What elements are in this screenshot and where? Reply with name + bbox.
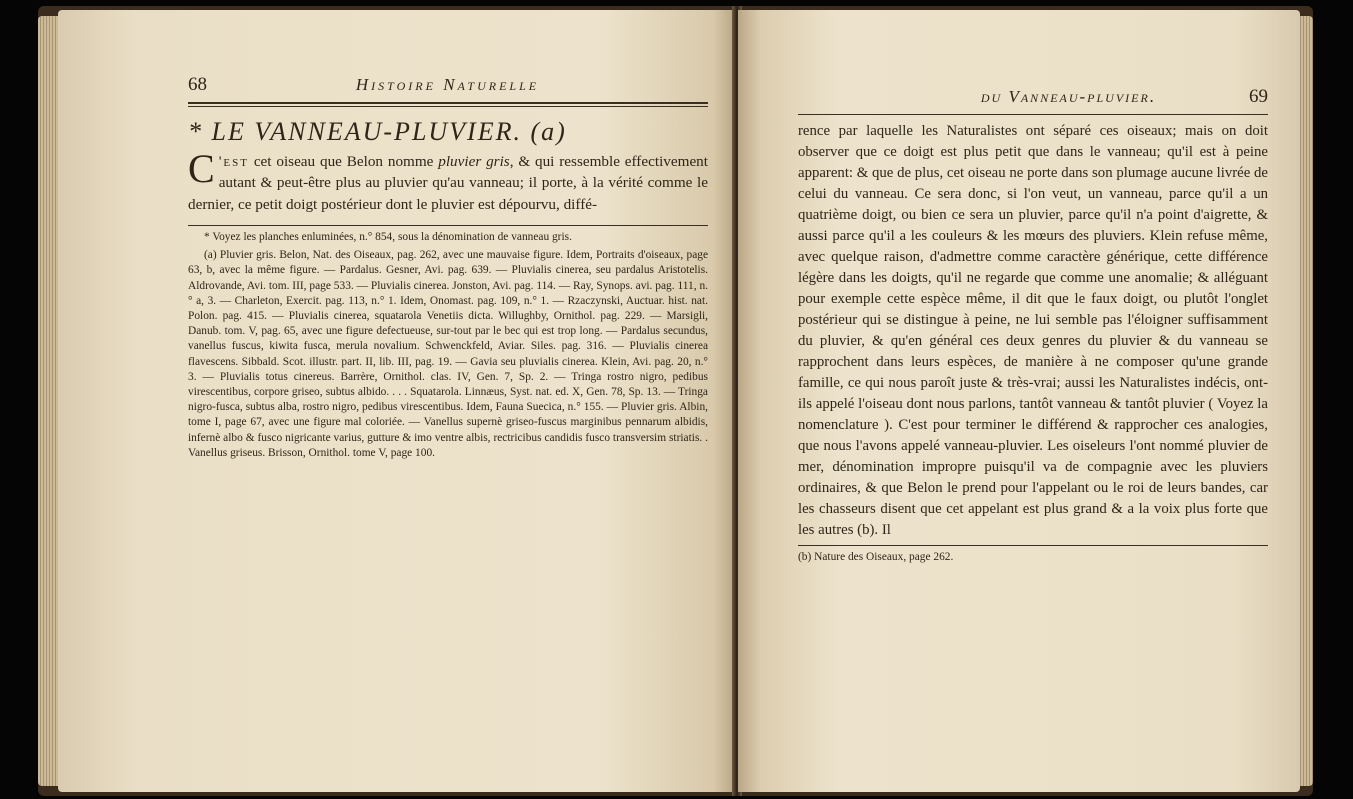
footnote-a: (a) Pluvier gris. Belon, Nat. des Oiseaux, pag. 262, avec une mauvaise figure. Idem, Portraits d'oiseaux, page 63, b, avec la même figure. — Pardalus. Gesner, Avi. pag. 639. — Pluvialis cinerea, seu pardalus Aristotelis. Aldrovande, Avi. tom. III, page 533. — Pluvialis cinerea. Jonston, Avi. pag. 114. — Ray, Synops. avi. pag. 111, n.° a, 3. — Charleton, Exercit. pag. 113, n.° 1. Idem, Onomast. pag. 109, n.° 1. — Rzaczynski, Auctuar. hist. nat. Polon. pag. 415. — Pluvialis cinerea, squatarola Venetiis dicta. Willughby, Ornithol. pag. 229. — Marsigli, Danub. tom. V, pag. 65, avec une figure defectueuse, sur-tout par le bec qui est trop long. — Pardalus secundus, vanellus fuscus, kiwita fusca, merula novalium. Schwenckfeld, Aviar. Siles. pag. 316. — Pluvialis cinerea flavescens. Sibbald. Scot. illustr. part. II, lib. III, pag. 19. — Gavia seu pluvialis cinerea. Klein, Avi. pag. 20, n.° 3. — Pluvialis totus cinereus. Barrère, Ornithol. clas. IV, Gen. 7, Sp. 2. — Tringa rostro nigro, pedibus virescentibus, corpore griseo, subtus albido. . . . Squatarola. Linnæus, Syst. nat. ed. X, Gen. 78, Sp. 13. — Tringa nigro-fusca, subtus alba, rostro nigro, pedibus virescentibus. Idem, Fauna Suecica, n.° 155. — Pluvier gris. Albin, tome I, page 67, avec une figure mal coloriée. — Vanellus supernè griseo-fuscus marginibus pennarum albidis, infernè albo & fusco nigricante varius, gutture & imo ventre albis, rectricibus candidis fusco transversim striatis. . Vanellus griseus. Brisson, Ornithol. tome V, page 100.	[188, 249, 708, 459]
page-number-left: 68	[188, 74, 207, 95]
left-running-head	[188, 74, 708, 96]
body-italic-pluvier-gris: pluvier gris	[438, 153, 510, 170]
body-text-2: , & qui ressemble effectivement autant & peut-être plus au pluvier qu'au vanneau; il porte, à la vérité comme le dernier, ce petit doigt postérieur dont le pluvier est dépourvu, diffé-	[188, 153, 708, 213]
running-head-title-right: du Vanneau-pluvier.	[980, 87, 1157, 106]
head-rule	[188, 102, 708, 107]
open-book	[38, 6, 1313, 796]
footnote-rule	[188, 225, 708, 226]
body-paragraph-left	[188, 146, 708, 215]
running-head-title-left: Histoire Naturelle	[355, 75, 540, 94]
left-page-content	[188, 74, 708, 464]
footnote-star: * Voyez les planches enluminées, n.° 854, sous la dénomination de vanneau gris.	[204, 230, 572, 243]
right-page	[738, 10, 1300, 792]
chapter-title: * LE VANNEAU-PLUVIER. (a)	[188, 117, 567, 146]
body-text-1: cet oiseau que Belon nomme	[248, 153, 439, 170]
right-running-head	[798, 86, 1268, 108]
footnote-b: (b) Nature des Oiseaux, page 262.	[798, 551, 954, 563]
drop-cap: C	[188, 146, 215, 191]
page-edges-left	[38, 16, 60, 786]
footnote-rule-right	[798, 545, 1268, 546]
footnotes-left	[188, 230, 708, 461]
body-paragraph-right: rence par laquelle les Naturalistes ont séparé ces oiseaux; mais on doit observer que ce doigt est plus petit que dans le vanneau; qu'il est à peine apparent: & que de plus, cet oiseau ne porte dans son plumage aucune livrée de celui du vanneau. Ce sera donc, si l'on veut, un vanneau, parce qu'il a un quatrième doigt, ou bien ce sera un pluvier, parce qu'il n'a point d'aigrette, & aussi parce qu'il a les couleurs & les mœurs des pluviers. Klein refuse même, avec quelque raison, d'admettre comme caractère générique, cette différence légère dans les doigts, qu'il ne regarde que comme une anomalie; & alléguant pour exemple cette espèce même, il dit que le faux doigt, ou plutôt l'onglet postérieur qui se distingue à peine, ne lui semble pas l'éloigner suffisamment du pluvier, & qu'en général ces deux genres du pluvier & du vanneau se rapprochent dans leurs espèces, de manière à ne composer qu'une grande famille, ce qui nous paroît juste & très-vrai; aussi les Naturalistes indécis, ont-ils appelé l'oiseau dont nous parlons, tantôt vanneau & tantôt pluvier ( Voyez la nomenclature ). C'est pour terminer le différend & rapprocher ces analogies, que nous l'avons appelé vanneau-pluvier. Les oiseleurs l'ont nommé pluvier de mer, dénomination impropre puisqu'il va de compagnie avec les pluviers ordinaires, & que Belon le prend pour l'appelant ou le roi de leurs bandes, car les chasseurs disent que cet appelant est plus grand & a la voix plus forte que les autres (b). Il	[798, 123, 1268, 538]
left-page	[58, 10, 734, 792]
right-page-content	[798, 86, 1268, 568]
opening-smallcaps: 'est	[218, 153, 249, 170]
page-number-right: 69	[1248, 86, 1268, 107]
footnotes-right	[798, 550, 1268, 565]
head-rule-right	[798, 114, 1268, 115]
